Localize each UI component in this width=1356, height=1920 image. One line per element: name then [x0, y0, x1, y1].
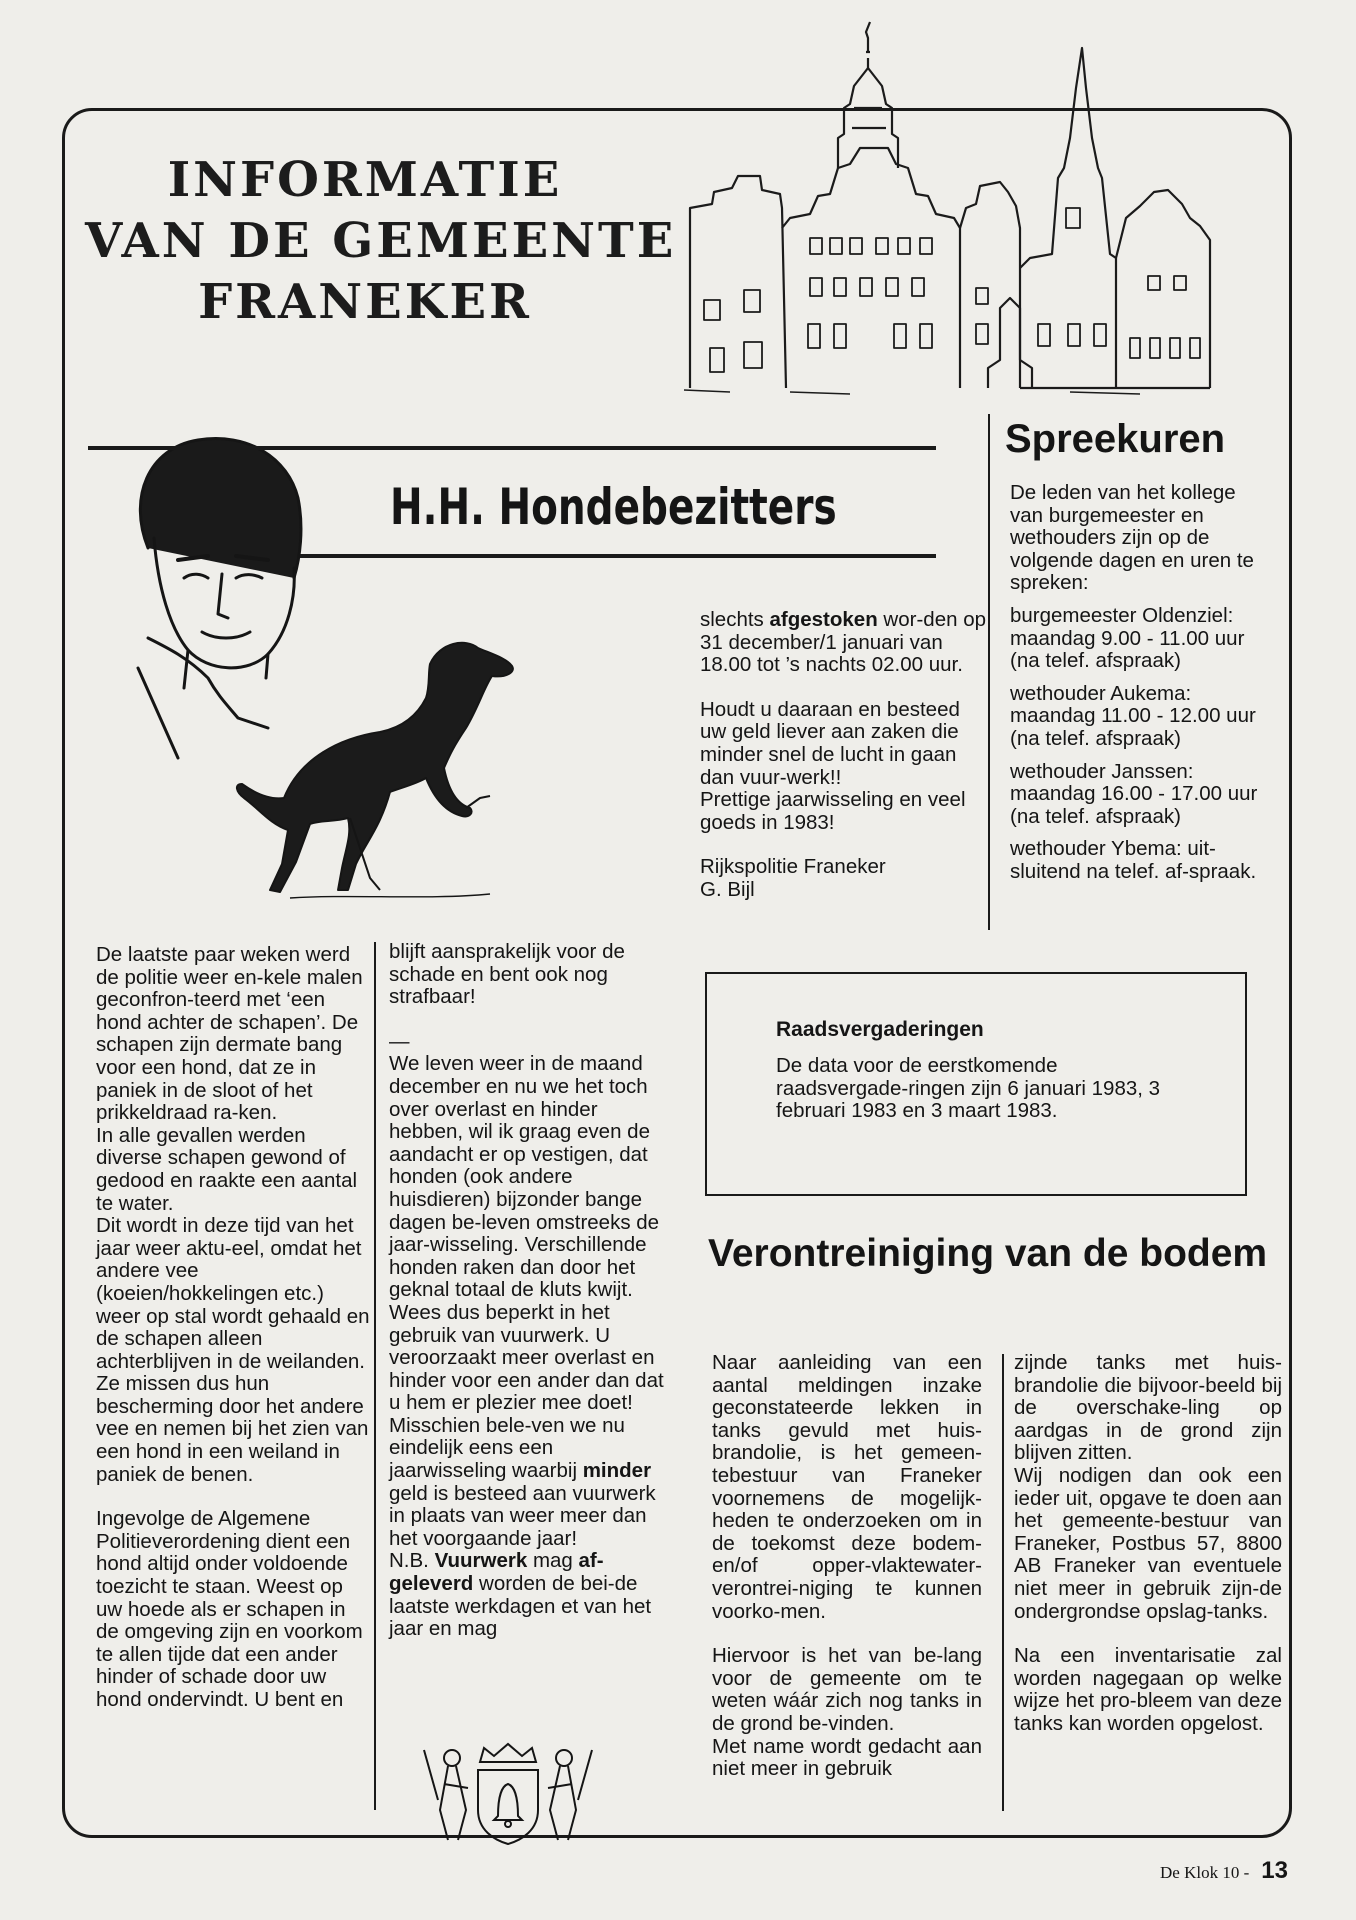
text-run: geld is besteed aan vuurwerk in plaats van weer meer dan het voorgaande jaar!	[389, 1481, 656, 1550]
bold-word: Vuurwerk	[434, 1549, 528, 1573]
spreekuren-time: maandag 16.00 - 17.00 uur	[1010, 782, 1258, 806]
separator-dash: —	[389, 1029, 410, 1053]
paragraph: In alle gevallen werden diverse schapen gewond of gedood en raakte een aantal te water.	[96, 1123, 358, 1215]
article-column	[1014, 1352, 1282, 1736]
raadsvergaderingen-body: De data voor de eerstkomende raadsvergade-ringen zijn 6 januari 1983, 3 februari 1983 en 3 maart 1983.	[776, 1054, 1161, 1123]
paragraph: Naar aanleiding van een aantal meldingen inzake geconstateerde lekken in tanks gevuld met huis-brandolie, is het gemeen-tebestuur van Franeker voornemens de mogelijk-heden te onderzoeken om in de toekomst deze bodem- en/of opper-vlaktewater-verontrei-niging te kunnen voorko-men.	[712, 1351, 982, 1623]
paragraph	[389, 1550, 672, 1640]
masthead-line: FRANEKER	[198, 274, 532, 330]
spreekuren-name: wethouder Janssen:	[1010, 759, 1194, 783]
paragraph: blijft aansprakelijk voor de schade en bent ook nog strafbaar!	[389, 940, 625, 1009]
bold-word: af-geleverd	[389, 1549, 604, 1596]
masthead-line: VAN DE GEMEENTE	[85, 213, 677, 269]
paragraph: Met name wordt gedacht aan niet meer in gebruik	[712, 1734, 982, 1781]
paragraph: zijnde tanks met huis-brandolie die bijvoor-beeld bij de overschake-ling op aardgas in de grond zijn blijven zitten.	[1014, 1351, 1282, 1465]
coat-of-arms-illustration	[418, 1740, 598, 1850]
article-column	[712, 1352, 982, 1781]
spreekuren-note: (na telef. afspraak)	[1010, 649, 1181, 673]
signature-line: Rijkspolitie Franeker	[700, 855, 886, 879]
text-run: slechts	[700, 608, 770, 631]
masthead-line: INFORMATIE	[167, 152, 563, 208]
paragraph: Prettige jaarwisseling en veel goeds in 1983!	[700, 788, 966, 834]
page-footer	[1160, 1857, 1288, 1885]
spreekuren-time: maandag 11.00 - 12.00 uur	[1010, 704, 1256, 728]
article-column	[96, 944, 371, 1712]
paragraph: De laatste paar weken werd de politie weer en-kele malen geconfron-teerd met ‘een hond achter de schapen’. De schapen zijn dermate bang voor een hond, dat ze in paniek in de sloot of het prikkeldraad ra-ken.	[96, 943, 363, 1125]
bold-word: minder	[582, 1459, 652, 1483]
spreekuren-name: burgemeester Oldenziel:	[1010, 603, 1234, 627]
text-run: worden de bei-de laatste werkdagen et van het jaar en mag	[389, 1572, 652, 1641]
spreekuren-name: wethouder Ybema: uit-sluitend na telef. af-spraak.	[1010, 837, 1257, 883]
spreekuren-time: maandag 9.00 - 11.00 uur	[1010, 626, 1245, 650]
signature-line: G. Bijl	[700, 877, 755, 901]
paragraph: Ingevolge de Algemene Politieverordening dient een hond altijd onder voldoende toezicht te staan. Weest op uw hoede als er schapen in de omgeving zijn en voorkom te allen tijde dat een ander hinder of schade door uw hond ondervindt. U bent en	[96, 1507, 363, 1711]
text-run: Wees dus beperkt in het gebruik van vuurwerk. U veroorzaakt meer overlast en hinder voor een ander dan dat u hem er plezier mee doet! Misschien bele-ven we nu eindelijk eens een jaarwisseling waarbij	[389, 1300, 664, 1483]
article-column	[700, 609, 990, 902]
spreekuren-title: Spreekuren	[1005, 417, 1226, 461]
column-divider	[374, 942, 376, 1810]
headline-rule-top	[88, 446, 936, 450]
spreekuren-column	[1010, 482, 1262, 884]
raadsvergaderingen-title: Raadsvergaderingen	[776, 1018, 984, 1041]
page-number: 13	[1261, 1857, 1288, 1884]
magazine-name: De Klok 10 -	[1160, 1863, 1250, 1882]
spreekuren-name: wethouder Aukema:	[1010, 681, 1192, 705]
paragraph: Hiervoor is het van be-lang voor de gemeente om te weten wáár zich nog tanks in de grond be-vinden.	[712, 1644, 982, 1735]
paragraph: We leven weer in de maand december en nu we het toch over overlast en hinder hebben, wil ik graag even de aandacht er op vestigen, dat honden (ook andere huisdieren) bijzonder bange dagen be-leven omstreeks de jaar-wisseling. Verschillende honden raken dan door het geknal totaal de kluts kwijt.	[389, 1052, 660, 1302]
article-headline: Verontreiniging van de bodem	[708, 1232, 1268, 1275]
paragraph	[389, 1302, 672, 1551]
text-run: N.B.	[389, 1549, 435, 1573]
masthead	[85, 150, 677, 333]
spreekuren-intro: De leden van het kollege van burgemeester en wethouders zijn op de volgende dagen en uren te spreken:	[1010, 481, 1254, 595]
paragraph: Wij nodigen dan ook een ieder uit, opgave te doen aan het gemeente-bestuur van Franeker, Postbus 57, 8800 AB Franeker van eventuele niet meer in gebruik zijn-de ondergrondse opslag-tanks.	[1014, 1463, 1282, 1623]
town-hall-illustration	[670, 8, 1240, 418]
paragraph	[700, 609, 990, 677]
dog-illustration	[230, 628, 560, 908]
paragraph: Na een inventarisatie zal worden nagegaan op welke wijze het pro-bleem van deze tanks kan worden opgelost.	[1014, 1644, 1282, 1735]
paragraph: Houdt u daaraan en besteed uw geld liever aan zaken die minder snel de lucht in gaan dan vuur-werk!!	[700, 697, 960, 789]
article-headline: H.H. Hondebezitters	[390, 478, 837, 536]
spreekuren-note: (na telef. afspraak)	[1010, 726, 1181, 750]
paragraph: Dit wordt in deze tijd van het jaar weer aktu-eel, omdat het andere vee (koeien/hokkelingen etc.) weer op stal wordt gehaald en de schapen alleen achterblijven in de weilanden. Ze missen dus hun bescherming door het andere vee en nemen bij het zien van een hond in een weiland in paniek de benen.	[96, 1214, 370, 1486]
text-run: mag	[527, 1549, 579, 1573]
bold-word: afgestoken	[769, 608, 878, 631]
column-divider	[1002, 1354, 1004, 1811]
text-run: wor-den op 31 december/1 januari van 18.00 tot ’s nachts 02.00 uur.	[700, 608, 986, 677]
spreekuren-note: (na telef. afspraak)	[1010, 804, 1181, 828]
article-column	[389, 941, 672, 1641]
headline-rule-bottom	[300, 554, 936, 558]
